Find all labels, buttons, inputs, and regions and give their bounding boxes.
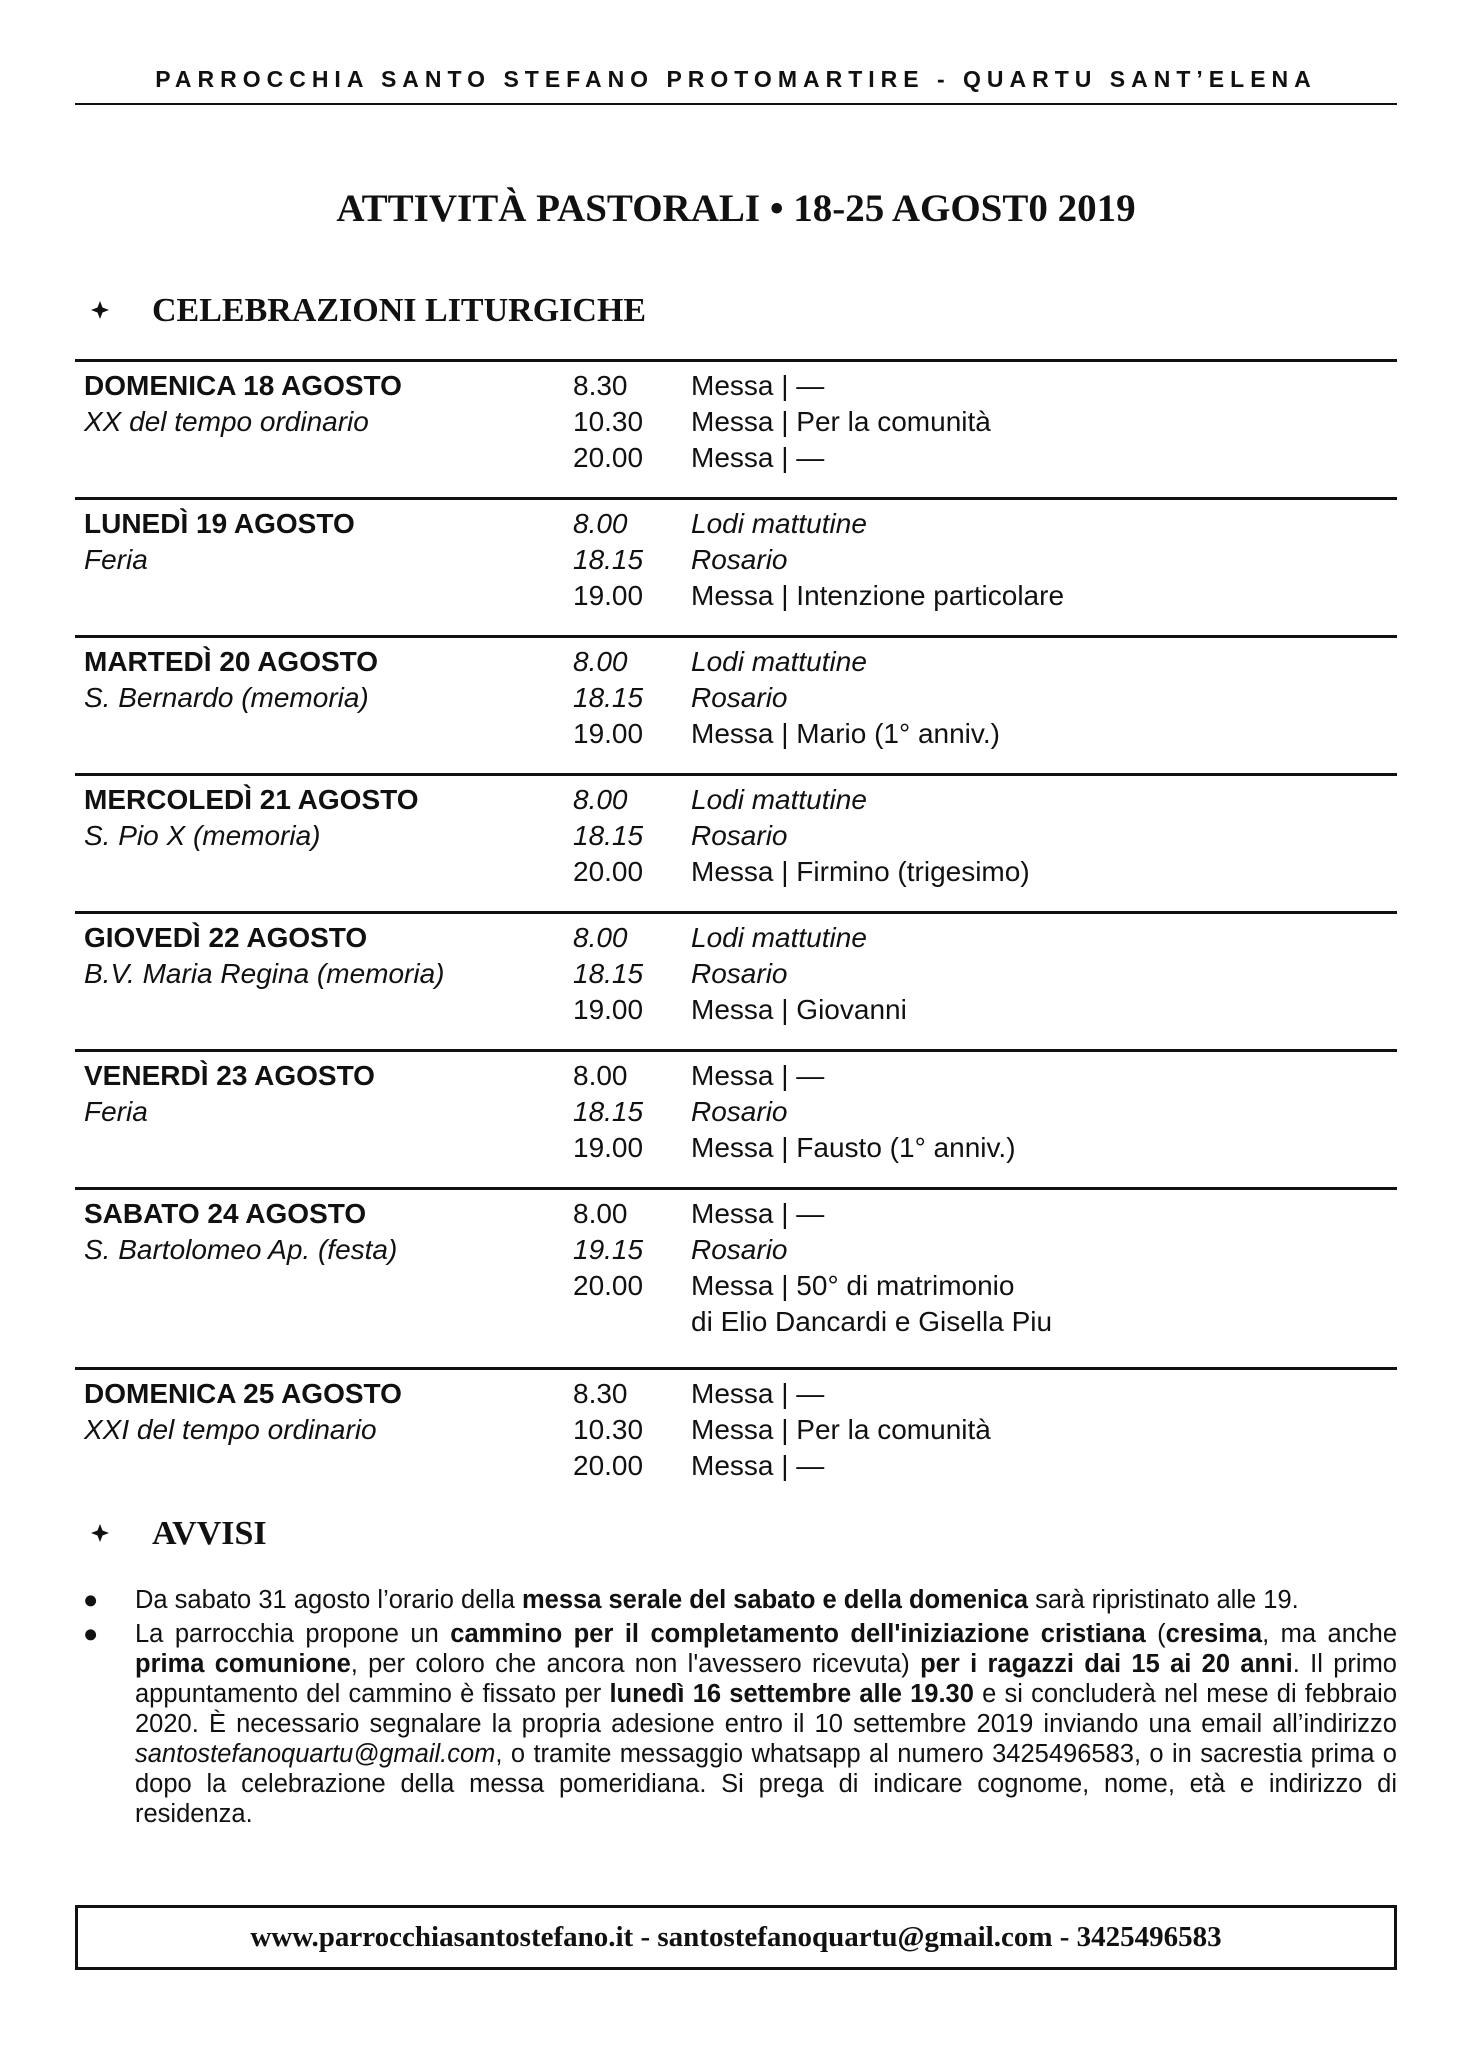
item-description	[691, 1232, 1397, 1268]
day-liturgical-note: S. Bartolomeo Ap. (festa)	[84, 1234, 398, 1265]
day-block	[75, 497, 1397, 635]
item-description	[691, 368, 1397, 404]
schedule-item	[573, 716, 1397, 752]
bullet-icon: ●	[83, 1620, 99, 1648]
notice-item	[75, 1619, 1397, 1829]
item-description	[691, 1196, 1397, 1232]
star-bullet-icon	[90, 1523, 114, 1546]
day-liturgical-note: Feria	[84, 1096, 148, 1127]
item-description	[691, 1130, 1397, 1166]
liturgy-schedule	[75, 359, 1397, 1524]
notice-text-segment: , o tramite messaggio whatsapp al numero 3425496583, o in sacrestia prima o dopo la celebrazione della messa pomeridiana. Si prega di indicare cognome, nome, età e indirizzo di residenza.	[135, 1740, 1397, 1828]
day-liturgical-note: XXI del tempo ordinario	[84, 1414, 377, 1445]
item-description-line: Messa | Intenzione particolare	[691, 580, 1065, 611]
day-info	[84, 782, 564, 854]
item-description	[691, 578, 1397, 614]
item-description	[691, 782, 1397, 818]
item-description-line: Messa | —	[691, 1060, 825, 1091]
schedule-item	[573, 1196, 1397, 1232]
item-time: 18.15	[573, 544, 644, 575]
item-description-line: Messa | Per la comunità	[691, 1414, 991, 1445]
notice-text-segment: lunedì 16 settembre alle 19.30	[609, 1680, 974, 1708]
item-time: 20.00	[573, 1450, 644, 1481]
section-liturgy-heading	[90, 292, 646, 330]
item-description	[691, 1448, 1397, 1484]
day-items	[573, 1196, 1397, 1340]
item-time: 8.00	[573, 922, 628, 953]
schedule-item	[573, 956, 1397, 992]
schedule-item	[573, 368, 1397, 404]
item-description	[691, 404, 1397, 440]
item-time: 18.15	[573, 958, 644, 989]
item-time: 20.00	[573, 856, 644, 887]
day-block	[75, 1049, 1397, 1187]
day-items	[573, 368, 1397, 476]
day-info	[84, 1376, 564, 1448]
day-name: DOMENICA 18 AGOSTO	[84, 370, 402, 401]
schedule-item	[573, 1412, 1397, 1448]
item-description-line: Messa | 50° di matrimonio	[691, 1270, 1015, 1301]
item-time: 8.00	[573, 646, 628, 677]
item-description-line: Messa | Firmino (trigesimo)	[691, 856, 1030, 887]
item-time: 8.00	[573, 784, 628, 815]
notice-text-segment: e si concluderà nel mese di febbraio 2020. È necessario segnalare la propria adesione entro il 10 settembre 2019 inviando una email all’indirizzo	[135, 1680, 1398, 1738]
day-info	[84, 644, 564, 716]
item-time: 10.30	[573, 406, 644, 437]
schedule-item	[573, 542, 1397, 578]
item-description-line: Messa | Per la comunità	[691, 406, 991, 437]
day-items	[573, 506, 1397, 614]
day-liturgical-note: Feria	[84, 544, 148, 575]
item-description-line: Messa | Mario (1° anniv.)	[691, 718, 1000, 749]
day-block	[75, 359, 1397, 497]
item-time: 18.15	[573, 1096, 644, 1127]
item-time: 8.00	[573, 508, 628, 539]
section-notices-label: AVVISI	[152, 1515, 267, 1552]
day-block	[75, 911, 1397, 1049]
day-items	[573, 1058, 1397, 1166]
day-items	[573, 1376, 1397, 1484]
notice-text-segment: , ma anche	[1262, 1620, 1398, 1648]
notice-text-segment: santostefanoquartu@gmail.com	[135, 1740, 496, 1768]
item-time: 20.00	[573, 442, 644, 473]
page-title: ATTIVITÀ PASTORALI • 18-25 AGOST0 2019	[336, 187, 1136, 230]
item-time: 19.15	[573, 1234, 644, 1265]
item-description-line: Messa | —	[691, 1378, 825, 1409]
notice-text-segment: La parrocchia propone un	[135, 1620, 451, 1648]
schedule-item	[573, 1232, 1397, 1268]
day-name: VENERDÌ 23 AGOSTO	[84, 1060, 375, 1091]
day-block	[75, 773, 1397, 911]
item-description-line: Lodi mattutine	[691, 922, 867, 953]
schedule-item	[573, 920, 1397, 956]
item-description	[691, 1412, 1397, 1448]
schedule-item	[573, 506, 1397, 542]
day-info	[84, 1058, 564, 1130]
notice-text-segment: sarà ripristinato alle 19.	[1028, 1586, 1299, 1614]
item-time: 19.00	[573, 718, 644, 749]
day-liturgical-note: S. Pio X (memoria)	[84, 820, 321, 851]
schedule-item	[573, 992, 1397, 1028]
header-rule	[75, 103, 1397, 105]
day-items	[573, 644, 1397, 752]
bullet-icon: ●	[83, 1586, 99, 1614]
item-time: 20.00	[573, 1270, 644, 1301]
item-description-line: Messa | Fausto (1° anniv.)	[691, 1132, 1016, 1163]
item-description	[691, 854, 1397, 890]
day-liturgical-note: S. Bernardo (memoria)	[84, 682, 369, 713]
item-time: 8.30	[573, 370, 628, 401]
item-time: 18.15	[573, 820, 644, 851]
day-block	[75, 1367, 1397, 1524]
day-liturgical-note: XX del tempo ordinario	[84, 406, 369, 437]
item-description-line: Rosario	[691, 820, 788, 851]
schedule-item	[573, 644, 1397, 680]
notice-text-segment: . Il primo appuntamento del cammino è fissato per	[135, 1650, 1397, 1708]
item-description-line: Lodi mattutine	[691, 646, 867, 677]
notice-text-segment: , per coloro che ancora non l'avessero ricevuta)	[350, 1650, 921, 1678]
item-description-line: Rosario	[691, 682, 788, 713]
day-items	[573, 782, 1397, 890]
item-description	[691, 680, 1397, 716]
item-description-line: Rosario	[691, 958, 788, 989]
schedule-item	[573, 818, 1397, 854]
schedule-item	[573, 1094, 1397, 1130]
notice-text-segment: per i ragazzi dai 15 ai 20 anni	[920, 1650, 1293, 1678]
day-info	[84, 920, 564, 992]
item-description-line: Lodi mattutine	[691, 784, 867, 815]
notice-text-segment: cresima	[1165, 1620, 1263, 1648]
day-block	[75, 1187, 1397, 1367]
item-time: 19.00	[573, 580, 644, 611]
item-time: 10.30	[573, 1414, 644, 1445]
day-name: LUNEDÌ 19 AGOSTO	[84, 508, 355, 539]
item-description-line: Rosario	[691, 544, 788, 575]
notice-item	[75, 1585, 1397, 1615]
item-description-line: Messa | Giovanni	[691, 994, 907, 1025]
item-description	[691, 1376, 1397, 1412]
notice-text-segment: messa serale del sabato e della domenica	[522, 1586, 1029, 1614]
day-liturgical-note: B.V. Maria Regina (memoria)	[84, 958, 445, 989]
item-description	[691, 1268, 1397, 1340]
item-time: 18.15	[573, 682, 644, 713]
schedule-item	[573, 1448, 1397, 1484]
item-time: 19.00	[573, 1132, 644, 1163]
day-info	[84, 1196, 564, 1268]
item-description	[691, 440, 1397, 476]
notice-text-segment: (	[1145, 1620, 1166, 1648]
notices-list	[75, 1585, 1397, 1833]
item-description	[691, 818, 1397, 854]
schedule-item	[573, 1058, 1397, 1094]
item-description	[691, 506, 1397, 542]
schedule-item	[573, 404, 1397, 440]
item-time: 19.00	[573, 994, 644, 1025]
item-description	[691, 542, 1397, 578]
schedule-item	[573, 854, 1397, 890]
item-description	[691, 716, 1397, 752]
day-info	[84, 368, 564, 440]
schedule-item	[573, 1376, 1397, 1412]
day-name: DOMENICA 25 AGOSTO	[84, 1378, 402, 1409]
section-notices-heading	[90, 1515, 267, 1553]
star-bullet-icon	[90, 300, 114, 323]
item-description	[691, 644, 1397, 680]
item-time: 8.30	[573, 1378, 628, 1409]
parish-header: PARROCCHIA SANTO STEFANO PROTOMARTIRE - QUARTU SANT’ELENA	[155, 66, 1317, 92]
item-description-line: Messa | —	[691, 1450, 825, 1481]
day-name: SABATO 24 AGOSTO	[84, 1198, 367, 1229]
notice-text-segment: cammino per il completamento dell'iniziazione cristiana	[450, 1620, 1146, 1648]
day-info	[84, 506, 564, 578]
item-description	[691, 920, 1397, 956]
item-description	[691, 992, 1397, 1028]
item-description-line: Messa | —	[691, 370, 825, 401]
item-description	[691, 956, 1397, 992]
day-items	[573, 920, 1397, 1028]
item-description-line: Messa | —	[691, 442, 825, 473]
notice-text-segment: Da sabato 31 agosto l’orario della	[135, 1586, 522, 1614]
schedule-item	[573, 782, 1397, 818]
item-description-line: Rosario	[691, 1234, 788, 1265]
day-name: MERCOLEDÌ 21 AGOSTO	[84, 784, 419, 815]
item-description-line: di Elio Dancardi e Gisella Piu	[691, 1306, 1053, 1337]
item-time: 8.00	[573, 1060, 628, 1091]
schedule-item	[573, 1130, 1397, 1166]
schedule-item	[573, 680, 1397, 716]
day-name: MARTEDÌ 20 AGOSTO	[84, 646, 379, 677]
item-description-line: Rosario	[691, 1096, 788, 1127]
footer-contacts: www.parrocchiasantostefano.it - santostefanoquartu@gmail.com - 3425496583	[75, 1905, 1397, 1970]
section-liturgy-label: CELEBRAZIONI LITURGICHE	[152, 292, 647, 329]
item-description-line: Messa | —	[691, 1198, 825, 1229]
schedule-item	[573, 1268, 1397, 1340]
day-block	[75, 635, 1397, 773]
item-description-line: Lodi mattutine	[691, 508, 867, 539]
notice-text-segment: prima comunione	[135, 1650, 351, 1678]
day-name: GIOVEDÌ 22 AGOSTO	[84, 922, 368, 953]
schedule-item	[573, 578, 1397, 614]
item-description	[691, 1058, 1397, 1094]
item-description	[691, 1094, 1397, 1130]
item-time: 8.00	[573, 1198, 628, 1229]
schedule-item	[573, 440, 1397, 476]
